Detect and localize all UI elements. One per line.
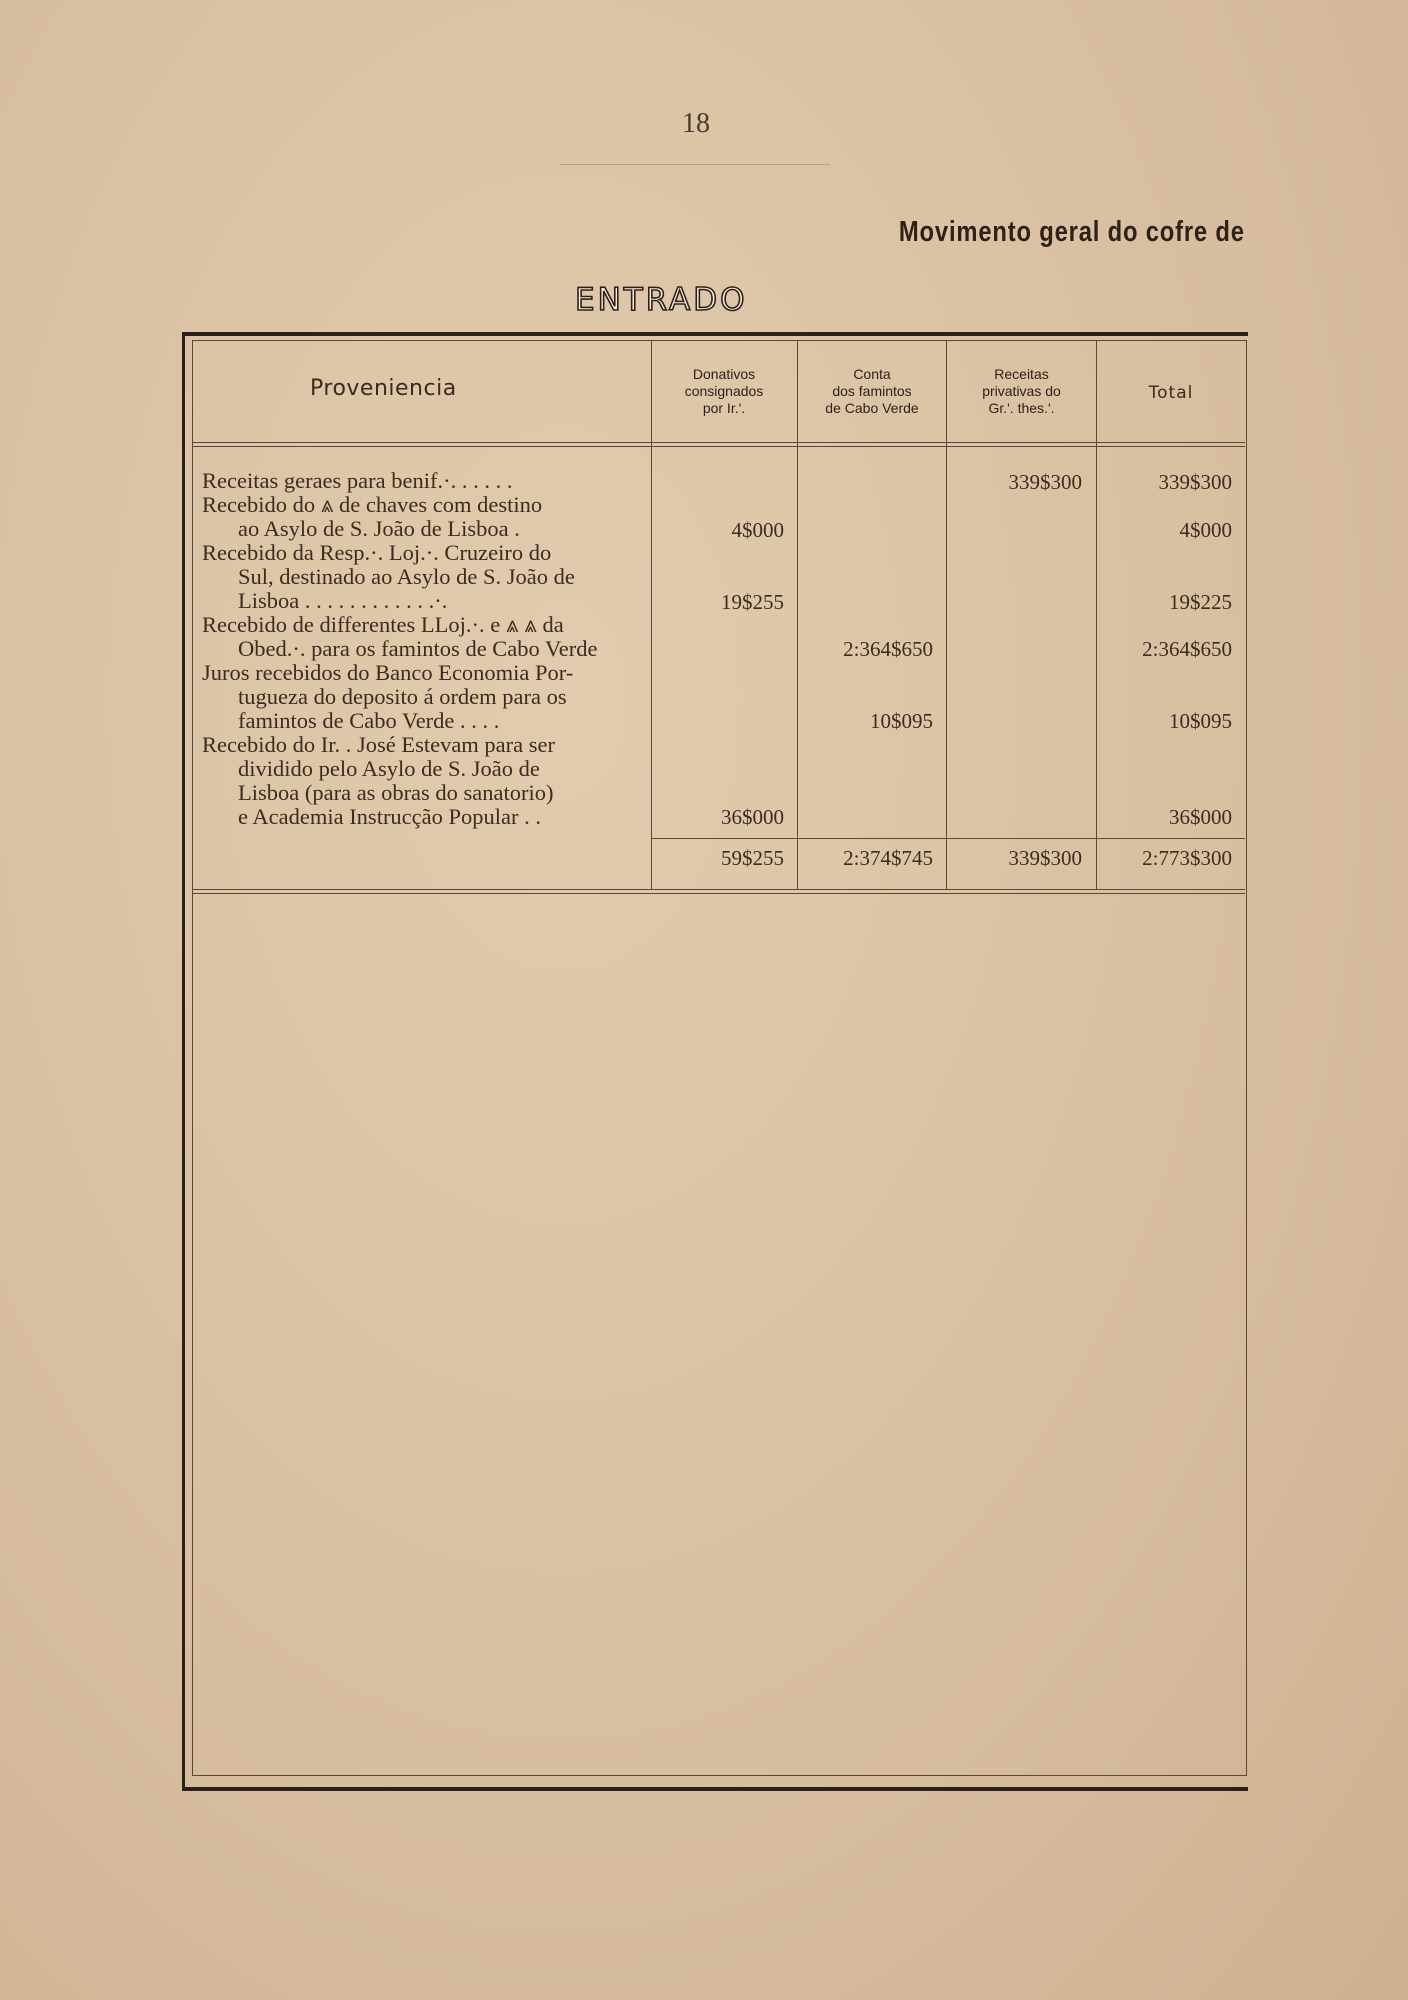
cell-total-r5: 10$095 bbox=[1169, 709, 1232, 733]
cell-donations-r3: 19$255 bbox=[721, 590, 784, 614]
header-donativos: Donativos consignados por Ir.'. bbox=[684, 366, 764, 416]
description-line: Recebido do Ir. . José Estevam para ser bbox=[202, 732, 556, 757]
description-line: Obed.·. para os famintos de Cabo Verde bbox=[238, 636, 598, 661]
header-total: Total bbox=[1148, 383, 1194, 403]
description-line: Receitas geraes para benif.·. . . . . . bbox=[202, 468, 513, 493]
total-famine: 2:374$745 bbox=[843, 846, 933, 870]
page-number: 18 bbox=[682, 108, 710, 139]
description-line: Lisboa (para as obras do sanatorio) bbox=[238, 780, 554, 805]
cell-private-r1: 339$300 bbox=[1008, 470, 1082, 494]
cell-total-r2: 4$000 bbox=[1179, 518, 1232, 542]
header-rule bbox=[192, 446, 1245, 447]
section-title: ENTRADO bbox=[575, 282, 748, 318]
total-private: 339$300 bbox=[1008, 846, 1082, 870]
top-rule bbox=[560, 164, 830, 165]
header-receitas-privativas: Receitas privativas do Gr.'. thes.'. bbox=[982, 366, 1061, 416]
cell-total-r4: 2:364$650 bbox=[1142, 637, 1232, 661]
column-divider bbox=[1096, 340, 1097, 890]
total-donations: 59$255 bbox=[721, 846, 784, 870]
description-line: Juros recebidos do Banco Economia Por- bbox=[202, 660, 574, 685]
cell-famine-r4: 2:364$650 bbox=[843, 637, 933, 661]
total-total: 2:773$300 bbox=[1142, 846, 1232, 870]
description-line: Recebido da Resp.·. Loj.·. Cruzeiro do bbox=[202, 540, 552, 565]
description-line: famintos de Cabo Verde . . . . bbox=[238, 708, 500, 733]
header-rule bbox=[192, 442, 1245, 443]
cell-donations-r2: 4$000 bbox=[731, 518, 784, 542]
cell-total-r3: 19$225 bbox=[1169, 590, 1232, 614]
cell-total-r1: 339$300 bbox=[1158, 470, 1232, 494]
description-line: e Academia Instrucção Popular . . bbox=[238, 804, 542, 829]
description-line: Recebido do ⩓ de chaves com destino bbox=[202, 492, 543, 517]
description-line: tugueza do deposito á ordem para os bbox=[238, 684, 567, 709]
description-line: dividido pelo Asylo de S. João de bbox=[238, 756, 540, 781]
cell-total-r6: 36$000 bbox=[1169, 805, 1232, 829]
description-line: Recebido de differentes LLoj.·. e ⩓ ⩓ da bbox=[202, 612, 564, 637]
description-line: Sul, destinado ao Asylo de S. João de bbox=[238, 564, 575, 589]
header-conta-famintos: Conta dos famintos de Cabo Verde bbox=[825, 366, 919, 416]
table-end-rule bbox=[192, 889, 1245, 890]
table-end-rule bbox=[192, 893, 1245, 894]
column-divider bbox=[946, 340, 947, 890]
page-heading: Movimento geral do cofre de bbox=[899, 216, 1245, 248]
description-line: ao Asylo de S. João de Lisboa . bbox=[238, 516, 520, 541]
cell-famine-r5: 10$095 bbox=[870, 709, 933, 733]
description-line: Lisboa . . . . . . . . . . . .·. bbox=[238, 588, 448, 613]
totals-rule bbox=[651, 838, 1245, 839]
cell-donations-r6: 36$000 bbox=[721, 805, 784, 829]
header-proveniencia: Proveniencia bbox=[310, 376, 457, 401]
column-divider bbox=[797, 340, 798, 890]
